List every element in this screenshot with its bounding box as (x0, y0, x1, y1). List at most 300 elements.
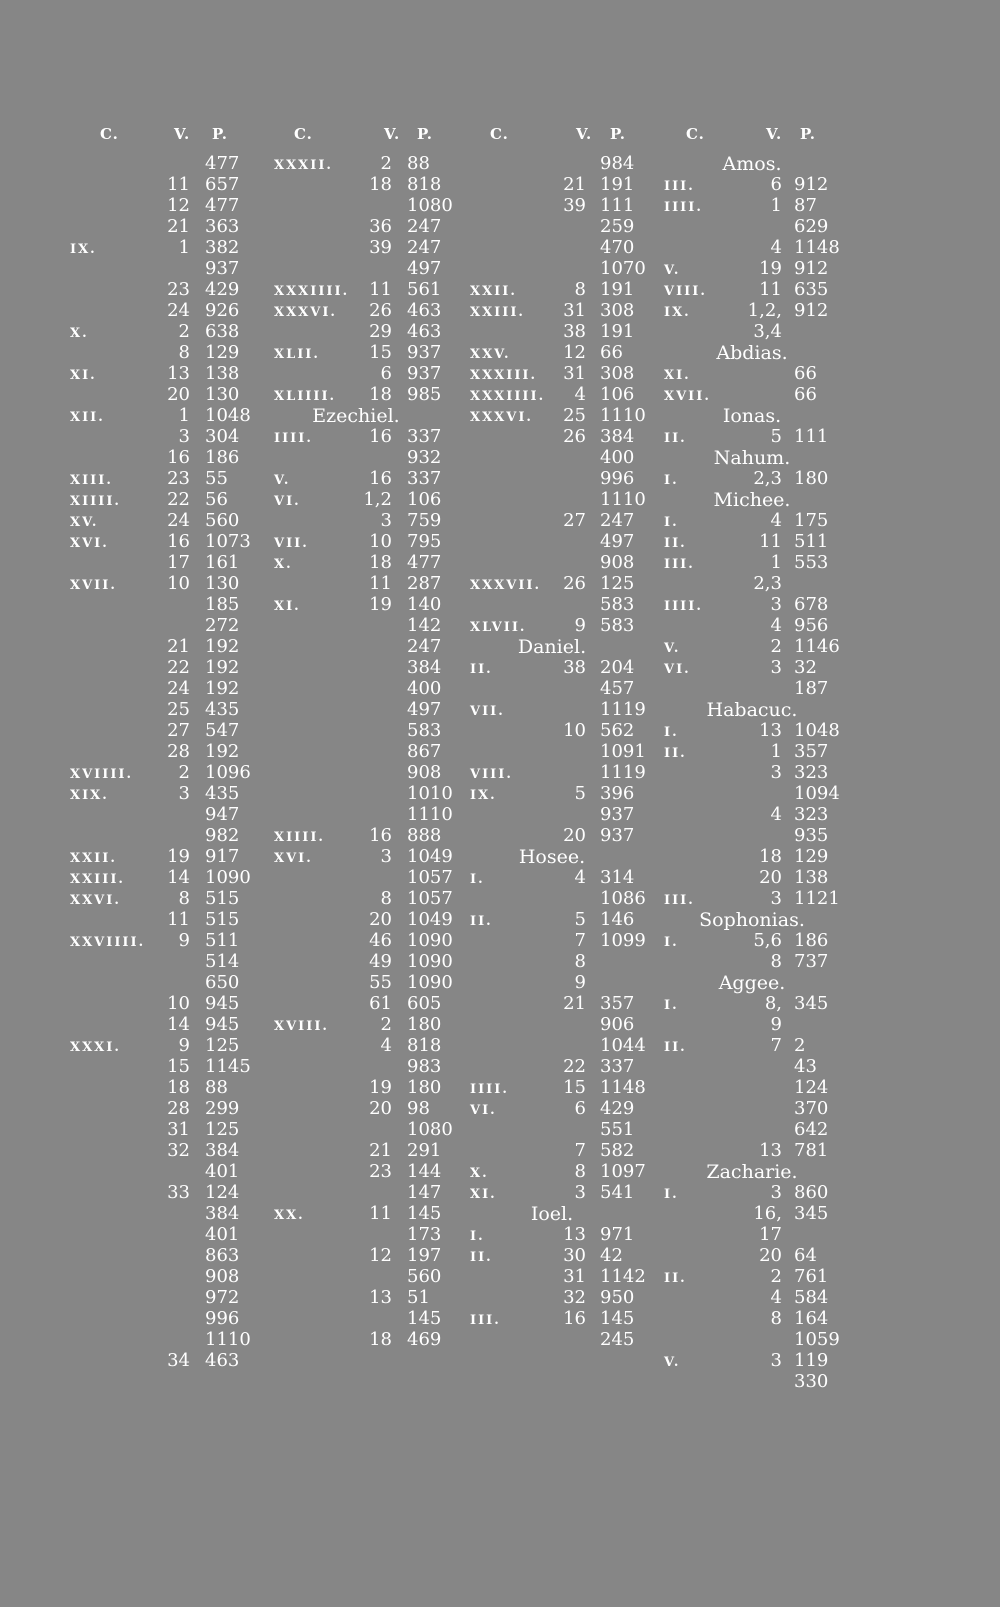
chapter-cell: VIII. (664, 284, 707, 299)
chapter-cell: XVIII. (274, 1019, 329, 1034)
verse-cell: 7 (574, 930, 586, 951)
book-heading: Michee. (713, 489, 791, 511)
page-cell: 197 (407, 1245, 442, 1266)
page-cell: 908 (407, 762, 442, 783)
page-cell: 583 (600, 615, 635, 636)
verse-cell: 24 (167, 678, 190, 699)
chapter-cell: X. (470, 1166, 489, 1181)
verse-cell: 17 (167, 552, 190, 573)
page-cell: 1099 (600, 930, 646, 951)
verse-cell: 25 (563, 405, 586, 426)
page-cell: 908 (600, 552, 635, 573)
page-cell: 1070 (600, 258, 646, 279)
page-cell: 937 (205, 258, 240, 279)
verse-cell: 20 (369, 909, 392, 930)
page-cell: 161 (205, 552, 240, 573)
verse-cell: 8 (574, 279, 586, 300)
verse-cell: 20 (369, 1098, 392, 1119)
page-cell: 88 (205, 1077, 228, 1098)
page-cell: 972 (205, 1287, 240, 1308)
page-cell: 180 (794, 468, 829, 489)
page-cell: 1148 (794, 237, 840, 258)
chapter-cell: XI. (470, 1187, 497, 1202)
page-cell: 357 (600, 993, 635, 1014)
verse-cell: 5 (574, 909, 586, 930)
page-cell: 192 (205, 657, 240, 678)
verse-cell: 3 (178, 426, 190, 447)
page-cell: 1121 (794, 888, 840, 909)
chapter-cell: XXXVI. (470, 410, 533, 425)
verse-cell: 28 (167, 1098, 190, 1119)
page-cell: 657 (205, 174, 240, 195)
page-cell: 463 (407, 321, 442, 342)
chapter-cell: XLIIII. (274, 389, 337, 404)
verse-cell: 4 (770, 1287, 782, 1308)
verse-cell: 17 (759, 1224, 782, 1245)
verse-cell: 26 (563, 573, 586, 594)
book-heading: Hosee. (518, 846, 586, 868)
verse-cell: 49 (369, 951, 392, 972)
chapter-cell: IX. (70, 242, 97, 257)
page-cell: 401 (205, 1224, 240, 1245)
page-cell: 937 (600, 804, 635, 825)
verse-cell: 3 (770, 594, 782, 615)
verse-cell: 27 (167, 720, 190, 741)
header-c: C. (490, 125, 509, 143)
page-cell: 1080 (407, 195, 453, 216)
header-v: V. (384, 125, 401, 143)
verse-cell: 46 (369, 930, 392, 951)
chapter-cell: XXV. (470, 347, 511, 362)
verse-cell: 11 (369, 279, 392, 300)
page-cell: 584 (794, 1287, 829, 1308)
verse-cell: 13 (759, 1140, 782, 1161)
verse-cell: 20 (167, 384, 190, 405)
chapter-cell: XVI. (70, 536, 109, 551)
chapter-cell: XI. (664, 368, 691, 383)
page-cell: 247 (600, 510, 635, 531)
page-cell: 304 (205, 426, 240, 447)
chapter-cell: XIIII. (70, 494, 121, 509)
chapter-cell: IIII. (664, 599, 703, 614)
page-cell: 124 (794, 1077, 829, 1098)
page-cell: 2 (794, 1035, 806, 1056)
verse-cell: 21 (369, 1140, 392, 1161)
page-cell: 1090 (407, 951, 453, 972)
verse-cell: 31 (167, 1119, 190, 1140)
page-cell: 1148 (600, 1077, 646, 1098)
page-cell: 56 (205, 489, 228, 510)
page-cell: 345 (794, 993, 829, 1014)
verse-cell: 12 (369, 1245, 392, 1266)
chapter-cell: II. (664, 746, 687, 761)
verse-cell: 18 (369, 1329, 392, 1350)
page-cell: 66 (794, 363, 817, 384)
page-cell: 32 (794, 657, 817, 678)
page-cell: 1090 (407, 930, 453, 951)
chapter-cell: XXXIII. (470, 368, 538, 383)
verse-cell: 32 (167, 1140, 190, 1161)
verse-cell: 2 (770, 636, 782, 657)
header-v: V. (766, 125, 783, 143)
page-cell: 357 (794, 741, 829, 762)
verse-cell: 7 (770, 1035, 782, 1056)
verse-cell: 28 (167, 741, 190, 762)
verse-cell: 3,4 (753, 321, 782, 342)
page-cell: 984 (600, 153, 635, 174)
verse-cell: 8 (178, 342, 190, 363)
chapter-cell: XXXII. (274, 158, 333, 173)
page-cell: 515 (205, 888, 240, 909)
page-cell: 111 (794, 426, 829, 447)
verse-cell: 6 (574, 1098, 586, 1119)
chapter-cell: XIIII. (274, 830, 325, 845)
page-cell: 1086 (600, 888, 646, 909)
page-cell: 560 (205, 510, 240, 531)
chapter-cell: II. (664, 536, 687, 551)
chapter-cell: XIII. (70, 473, 113, 488)
page-cell: 129 (794, 846, 829, 867)
chapter-cell: II. (470, 1250, 493, 1265)
page-cell: 1110 (407, 804, 453, 825)
verse-cell: 2,3 (753, 468, 782, 489)
page-cell: 1010 (407, 783, 453, 804)
verse-cell: 21 (563, 174, 586, 195)
chapter-cell: VIII. (470, 767, 513, 782)
page-cell: 337 (407, 426, 442, 447)
verse-cell: 4 (770, 510, 782, 531)
page-cell: 996 (205, 1308, 240, 1329)
page-cell: 192 (205, 636, 240, 657)
verse-cell: 4 (770, 237, 782, 258)
page-cell: 314 (600, 867, 635, 888)
page-cell: 180 (407, 1014, 442, 1035)
verse-cell: 21 (167, 636, 190, 657)
page-cell: 1080 (407, 1119, 453, 1140)
verse-cell: 14 (167, 867, 190, 888)
chapter-cell: XVI. (274, 851, 313, 866)
verse-cell: 4 (574, 384, 586, 405)
page-cell: 299 (205, 1098, 240, 1119)
page-cell: 1096 (205, 762, 251, 783)
chapter-cell: XVII. (70, 578, 117, 593)
chapter-cell: XXVIIII. (70, 935, 146, 950)
page-cell: 912 (794, 258, 829, 279)
page-cell: 678 (794, 594, 829, 615)
verse-cell: 27 (563, 510, 586, 531)
page-cell: 125 (205, 1119, 240, 1140)
page-cell: 384 (600, 426, 635, 447)
verse-cell: 3 (770, 657, 782, 678)
chapter-cell: III. (664, 893, 695, 908)
book-heading: Ionas. (722, 405, 782, 427)
verse-cell: 14 (167, 1014, 190, 1035)
page-cell: 457 (600, 678, 635, 699)
chapter-cell: XXIII. (470, 305, 525, 320)
book-heading: Zacharie. (706, 1161, 798, 1183)
page-cell: 145 (407, 1203, 442, 1224)
page-cell: 130 (205, 384, 240, 405)
page-cell: 337 (407, 468, 442, 489)
page-cell: 818 (407, 1035, 442, 1056)
page-cell: 477 (205, 153, 240, 174)
page-cell: 145 (407, 1308, 442, 1329)
page-cell: 947 (205, 804, 240, 825)
verse-cell: 1 (770, 741, 782, 762)
chapter-cell: XXVI. (70, 893, 121, 908)
verse-cell: 29 (369, 321, 392, 342)
page-cell: 1057 (407, 867, 453, 888)
verse-cell: 8 (178, 888, 190, 909)
page-cell: 582 (600, 1140, 635, 1161)
page-cell: 553 (794, 552, 829, 573)
verse-cell: 9 (574, 615, 586, 636)
page-cell: 272 (205, 615, 240, 636)
page-cell: 400 (600, 447, 635, 468)
chapter-cell: VI. (470, 1103, 497, 1118)
verse-cell: 8 (380, 888, 392, 909)
verse-cell: 16, (753, 1203, 782, 1224)
page-cell: 1057 (407, 888, 453, 909)
page-cell: 323 (794, 804, 829, 825)
verse-cell: 1 (178, 237, 190, 258)
header-c: C. (686, 125, 705, 143)
page-cell: 912 (794, 174, 829, 195)
verse-cell: 15 (369, 342, 392, 363)
page-cell: 173 (407, 1224, 442, 1245)
chapter-cell: II. (470, 914, 493, 929)
verse-cell: 3 (770, 888, 782, 909)
chapter-cell: XI. (274, 599, 301, 614)
page-cell: 1119 (600, 699, 646, 720)
page-cell: 125 (205, 1035, 240, 1056)
page-cell: 551 (600, 1119, 635, 1140)
page-cell: 477 (407, 552, 442, 573)
verse-cell: 6 (770, 174, 782, 195)
page-cell: 429 (600, 1098, 635, 1119)
verse-cell: 18 (369, 174, 392, 195)
verse-cell: 18 (369, 552, 392, 573)
page-cell: 259 (600, 216, 635, 237)
page-cell: 1146 (794, 636, 840, 657)
chapter-cell: IX. (470, 788, 497, 803)
verse-cell: 13 (759, 720, 782, 741)
verse-cell: 18 (167, 1077, 190, 1098)
verse-cell: 5 (770, 426, 782, 447)
page-cell: 863 (205, 1245, 240, 1266)
chapter-cell: VI. (274, 494, 301, 509)
header-v: V. (174, 125, 191, 143)
verse-cell: 23 (167, 468, 190, 489)
page-cell: 191 (600, 279, 635, 300)
page-cell: 144 (407, 1161, 442, 1182)
chapter-cell: XLII. (274, 347, 320, 362)
verse-cell: 38 (563, 321, 586, 342)
verse-cell: 25 (167, 699, 190, 720)
verse-cell: 9 (574, 972, 586, 993)
page-cell: 363 (205, 216, 240, 237)
verse-cell: 1,2, (747, 300, 782, 321)
verse-cell: 8 (574, 951, 586, 972)
chapter-cell: X. (70, 326, 89, 341)
chapter-cell: I. (664, 1187, 679, 1202)
page-cell: 435 (205, 699, 240, 720)
page-cell: 583 (407, 720, 442, 741)
page-cell: 64 (794, 1245, 817, 1266)
page-cell: 129 (205, 342, 240, 363)
chapter-cell: XX. (274, 1208, 305, 1223)
chapter-cell: VII. (274, 536, 309, 551)
page-cell: 982 (205, 825, 240, 846)
page-cell: 605 (407, 993, 442, 1014)
page-cell: 937 (407, 363, 442, 384)
book-heading: Sophonias. (699, 909, 805, 931)
verse-cell: 3 (380, 510, 392, 531)
verse-cell: 24 (167, 510, 190, 531)
chapter-cell: I. (664, 998, 679, 1013)
verse-cell: 31 (563, 300, 586, 321)
chapter-cell: III. (470, 1313, 501, 1328)
verse-cell: 12 (563, 342, 586, 363)
page-cell: 191 (600, 174, 635, 195)
verse-cell: 20 (759, 1245, 782, 1266)
verse-cell: 21 (167, 216, 190, 237)
verse-cell: 9 (770, 1014, 782, 1035)
chapter-cell: V. (664, 1355, 681, 1370)
verse-cell: 22 (563, 1056, 586, 1077)
page-cell: 43 (794, 1056, 817, 1077)
page-cell: 511 (794, 531, 829, 552)
page-cell: 146 (600, 909, 635, 930)
verse-cell: 8 (770, 1308, 782, 1329)
verse-cell: 10 (369, 531, 392, 552)
page-cell: 384 (407, 657, 442, 678)
page-cell: 860 (794, 1182, 829, 1203)
chapter-cell: XXXVII. (470, 578, 542, 593)
chapter-cell: II. (664, 1271, 687, 1286)
page-cell: 345 (794, 1203, 829, 1224)
page-cell: 142 (407, 615, 442, 636)
verse-cell: 4 (770, 615, 782, 636)
verse-cell: 22 (167, 657, 190, 678)
verse-cell: 16 (167, 447, 190, 468)
page-cell: 515 (205, 909, 240, 930)
page-cell: 111 (600, 195, 635, 216)
page-cell: 511 (205, 930, 240, 951)
chapter-cell: XXIII. (70, 872, 125, 887)
chapter-cell: XXXIIII. (274, 284, 350, 299)
verse-cell: 7 (574, 1140, 586, 1161)
chapter-cell: I. (664, 473, 679, 488)
chapter-cell: I. (470, 1229, 485, 1244)
page-cell: 287 (407, 573, 442, 594)
verse-cell: 15 (167, 1056, 190, 1077)
verse-cell: 2 (380, 153, 392, 174)
verse-cell: 20 (759, 867, 782, 888)
verse-cell: 3 (770, 762, 782, 783)
verse-cell: 36 (369, 216, 392, 237)
verse-cell: 2 (178, 762, 190, 783)
verse-cell: 1 (178, 405, 190, 426)
verse-cell: 10 (167, 573, 190, 594)
verse-cell: 19 (759, 258, 782, 279)
page-cell: 308 (600, 300, 635, 321)
verse-cell: 11 (759, 279, 782, 300)
verse-cell: 15 (563, 1077, 586, 1098)
page-cell: 204 (600, 657, 635, 678)
header-c: C. (294, 125, 313, 143)
page-cell: 635 (794, 279, 829, 300)
verse-cell: 39 (369, 237, 392, 258)
page-cell: 971 (600, 1224, 635, 1245)
verse-cell: 34 (167, 1350, 190, 1371)
page-cell: 761 (794, 1266, 829, 1287)
verse-cell: 23 (369, 1161, 392, 1182)
page-cell: 185 (205, 594, 240, 615)
verse-cell: 5,6 (753, 930, 782, 951)
verse-cell: 30 (563, 1245, 586, 1266)
page-cell: 985 (407, 384, 442, 405)
page-cell: 547 (205, 720, 240, 741)
chapter-cell: XVIIII. (70, 767, 134, 782)
chapter-cell: XII. (70, 410, 105, 425)
book-heading: Nahum. (713, 447, 791, 469)
book-heading: Aggee. (718, 972, 786, 994)
page-cell: 470 (600, 237, 635, 258)
page-cell: 192 (205, 678, 240, 699)
chapter-cell: II. (470, 662, 493, 677)
book-heading: Ioel. (530, 1203, 574, 1225)
verse-cell: 10 (563, 720, 586, 741)
page-cell: 541 (600, 1182, 635, 1203)
verse-cell: 24 (167, 300, 190, 321)
chapter-cell: II. (664, 431, 687, 446)
page-cell: 186 (794, 930, 829, 951)
page-cell: 138 (794, 867, 829, 888)
page-cell: 759 (407, 510, 442, 531)
verse-cell: 2 (178, 321, 190, 342)
verse-cell: 13 (563, 1224, 586, 1245)
page-cell: 477 (205, 195, 240, 216)
page-cell: 1142 (600, 1266, 646, 1287)
chapter-cell: XVII. (664, 389, 711, 404)
book-heading: Daniel. (517, 636, 587, 658)
verse-cell: 3 (770, 1350, 782, 1371)
verse-cell: 4 (574, 867, 586, 888)
header-p: P. (212, 125, 229, 143)
chapter-cell: III. (664, 557, 695, 572)
page-cell: 382 (205, 237, 240, 258)
verse-cell: 11 (167, 174, 190, 195)
page-cell: 1049 (407, 846, 453, 867)
page-cell: 1110 (600, 405, 646, 426)
page-cell: 950 (600, 1287, 635, 1308)
page-cell: 87 (794, 195, 817, 216)
verse-cell: 11 (167, 909, 190, 930)
verse-cell: 8, (764, 993, 782, 1014)
chapter-cell: VII. (470, 704, 505, 719)
book-heading: Amos. (722, 153, 782, 175)
chapter-cell: V. (664, 263, 681, 278)
page-cell: 497 (600, 531, 635, 552)
chapter-cell: XLVII. (470, 620, 527, 635)
verse-cell: 11 (759, 531, 782, 552)
page-cell: 330 (794, 1371, 829, 1392)
page-cell: 186 (205, 447, 240, 468)
page-cell: 469 (407, 1329, 442, 1350)
page-cell: 125 (600, 573, 635, 594)
page-cell: 145 (600, 1308, 635, 1329)
